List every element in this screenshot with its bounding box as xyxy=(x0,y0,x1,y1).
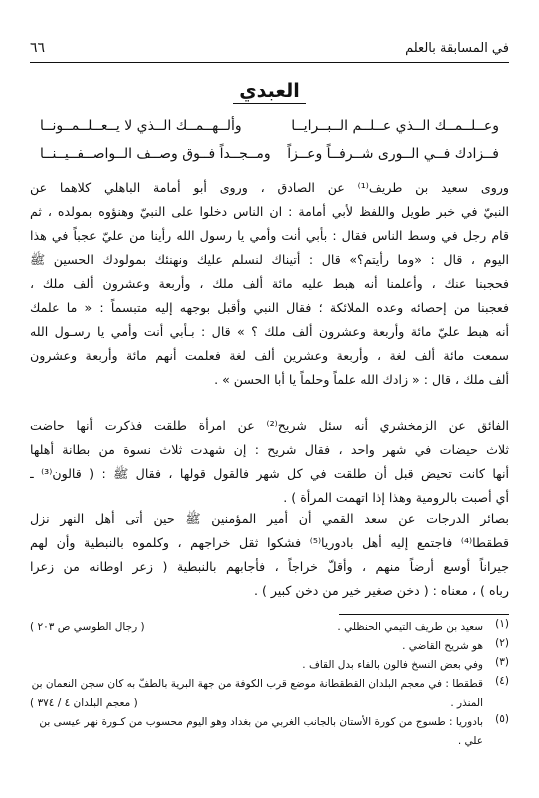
text-line: جيراناً أوسع أرضاً منهم ، وأقلّ خراجاً ، فأجابهم بالنبطية ( زعر اوطانه من زعرا xyxy=(30,559,509,574)
footnote xyxy=(30,675,509,713)
text-line: قطقطا⁽⁴⁾ فاجتمع إليه أهل بادوريا⁽⁵⁾ فشكوا ثقل خراجهم ، وكلموه بالنبطية وأن لهم xyxy=(30,535,509,550)
footnote-number: (٣) xyxy=(495,656,509,668)
footnote xyxy=(30,713,509,751)
text-line: بصائر الدرجات عن سعد القمي أن أمير المؤمنين ﷺ حين أتى أهل النهر نزل xyxy=(30,511,509,526)
section-title-text: العبدي xyxy=(233,80,306,104)
page-number: ٦٦ xyxy=(30,40,46,56)
text-line: أنه هبط عليّ مائة وأربعة وعشرون ألف ملك ؟ » قال : بـأبي أنت وأمي يا رسـول الله xyxy=(30,324,509,339)
text-line: رباه ) ، معناه : ( دخن صغير خير من دخن كبير ) . xyxy=(253,583,509,598)
footnote-rule xyxy=(339,614,509,615)
verse-line xyxy=(40,118,499,140)
header-rule xyxy=(30,62,509,63)
footnote xyxy=(30,656,509,675)
text-line: أي أصبت بالرومية وهذا إذا اتهمت المرأة ) . xyxy=(283,490,509,505)
footnotes xyxy=(30,618,509,751)
text-line: النبيّ في خبر طويل واللفظ لأبي أمامة : ان الناس دخلوا على النبيّ وهنؤوه بمولده ، ثم xyxy=(30,204,509,219)
text-line: الفائق عن الزمخشري أنه سئل شريح⁽²⁾ عن امرأة طلقت فذكرت أنها حاضت xyxy=(30,418,509,433)
text-line: سمعت مائة ألف لغة ، وأربعة وعشرين ألف لغة فعلمت أنهم مائة وأربعة وعشرون xyxy=(30,348,509,363)
footnote-text: علي . xyxy=(457,735,483,747)
text-line: اليوم ، قال : «وما رأيتم؟» قال : أتيناك لنسلم عليك ونهنئك بمولودك الحسين ﷺ xyxy=(30,252,509,267)
section-title xyxy=(0,80,539,102)
footnote-number: (١) xyxy=(495,618,509,630)
text-line: أنها كانت تحيض قبل أن طلقت في كل شهر فالقول قولها ، فقال ﷺ : ( قالون⁽³⁾ ـ xyxy=(30,466,509,481)
verse-hemistich: فــزادك فــي الــورى شــرفــاً وعــزاً xyxy=(287,146,499,162)
text-line: ثلاث حيضات في شهر واحد ، فقال شريح : إن شهدت ثلاث نسوة من بطانة أهلها xyxy=(30,442,509,457)
footnote xyxy=(30,637,509,656)
footnote-text: سعيد بن طريف التيمي الحنظلي . xyxy=(337,621,483,633)
footnote-text: المنذر . xyxy=(450,697,483,709)
text-line: قام رجل في وسط الناس فقال : بأبي أنت وأمي يا رسول الله رأينا من عليّ عجباً في هذا xyxy=(30,228,509,243)
running-title: في المسابقة بالعلم xyxy=(405,40,509,56)
page-header xyxy=(30,36,509,60)
paragraph xyxy=(30,176,509,392)
verse-hemistich: وألــهــمــك الــذي لا يــعــلــمــونــا xyxy=(40,118,242,134)
footnote xyxy=(30,618,509,637)
footnote-text: وفي بعض النسخ فالون بالفاء بدل القاف . xyxy=(302,659,483,671)
text-line: فعجبنا من إحصائه وعده الملائكة ؛ فقال النبي وأقبل بوجهه إليه متبسماً : « ما علمك xyxy=(30,300,509,315)
footnote-number: (٢) xyxy=(495,637,509,649)
text-line: فحجبنا عنك ، وأعلمنا أنه هبط عليه مائة ألف ملك ، وأربعة وعشرون ألف ملك ، xyxy=(30,276,509,291)
footnote-text: بادوريا : طسوج من كورة الأستان بالجانب الغربي من بغداد وهو اليوم محسوب من كـورة نهر عيسى بن xyxy=(39,716,483,728)
verse-line xyxy=(40,146,499,168)
footnote-text: قطقطا : في معجم البلدان القطقطانة موضع قرب الكوفة من جهة البرية بالطفّ به كان سجن النعمان بن xyxy=(31,678,483,690)
footnote-reference: ( معجم البلدان ٤ / ٣٧٤ ) xyxy=(30,697,138,709)
verse-hemistich: وعــلــمــك الــذي عــلــم الــبــرايــا xyxy=(291,118,499,134)
paragraph xyxy=(30,507,509,603)
footnote-number: (٥) xyxy=(495,713,509,725)
footnote-reference: ( رجال الطوسي ص ٢٠٣ ) xyxy=(30,621,145,633)
text-line: ألف ملك ، قال : « زادك الله علماً وحلماً يا أبا الحسن » . xyxy=(214,372,509,387)
text-line: وروى سعيد بن طريف⁽¹⁾ عن الصادق ، وروى أبو أمامة الباهلي كلاهما عن xyxy=(30,180,509,195)
paragraph xyxy=(30,414,509,510)
footnote-text: هو شريح القاضي . xyxy=(402,640,483,652)
footnote-number: (٤) xyxy=(495,675,509,687)
verse-hemistich: ومــجــداً فــوق وصــف الــواصــفــيــنــا xyxy=(40,146,271,162)
